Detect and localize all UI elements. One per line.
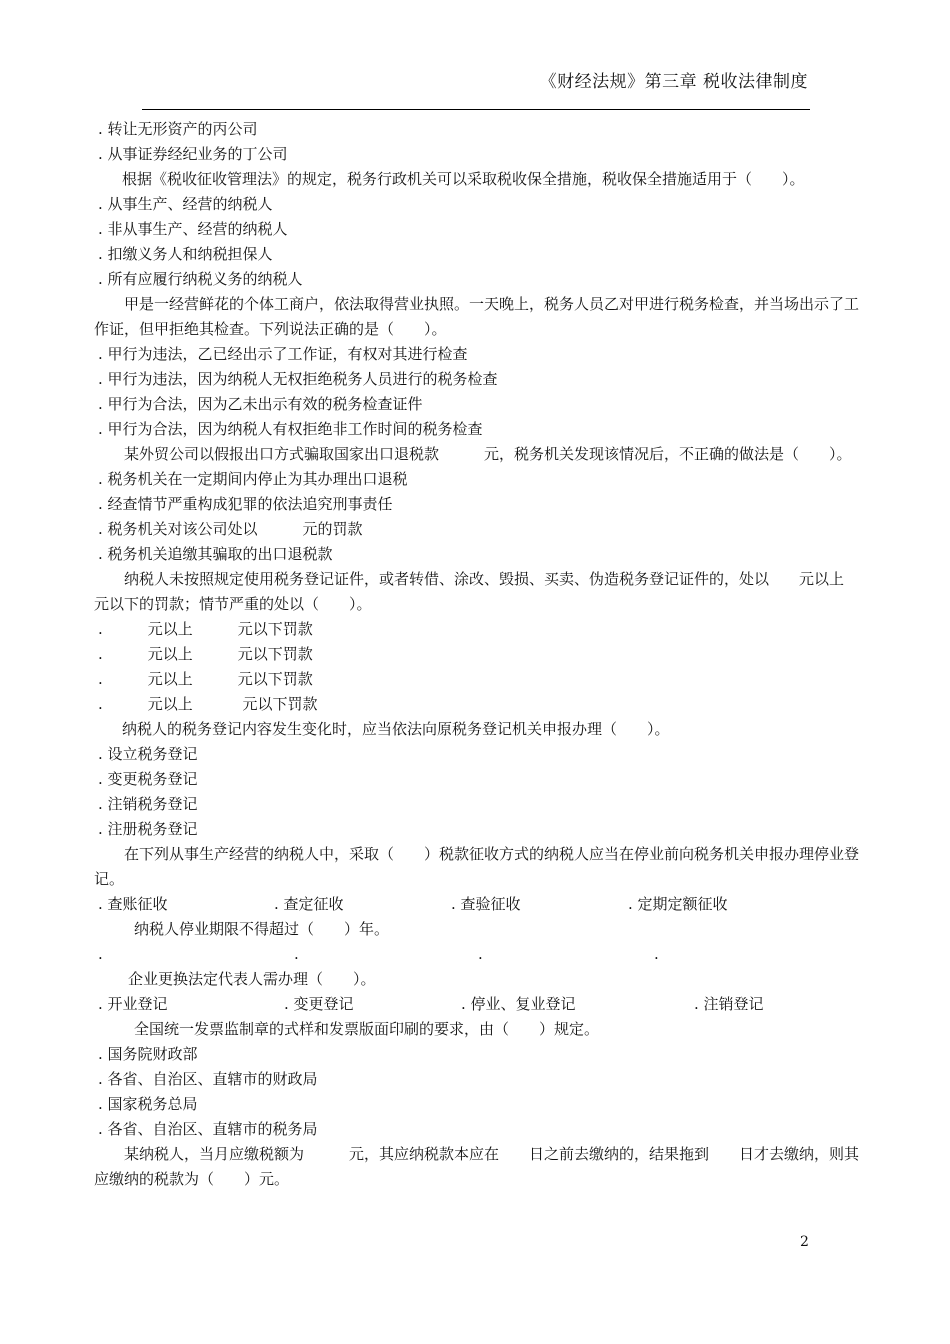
option-line: . 甲行为合法，因为乙未出示有效的税务检查证件: [98, 395, 423, 413]
option-item: .: [98, 945, 103, 963]
option-line: . 甲行为违法，因为纳税人无权拒绝税务人员进行的税务检查: [98, 370, 498, 388]
header-rule: [142, 109, 810, 110]
option-line: . 元以上 元以下罚款: [98, 620, 313, 638]
option-line: . 元以上 元以下罚款: [98, 645, 313, 663]
option-line: . 转让无形资产的丙公司: [98, 120, 258, 138]
option-line: . 设立税务登记: [98, 745, 198, 763]
document-body: [94, 117, 890, 1192]
option-item: . 查验征收: [451, 895, 521, 913]
option-line: . 扣缴义务人和纳税担保人: [98, 245, 273, 263]
option-line: . 国家税务总局: [98, 1095, 198, 1113]
question-line: 纳税人的税务登记内容发生变化时，应当依法向原税务登记机关申报办理（ ）。: [122, 720, 670, 738]
option-line: . 元以上 元以下罚款: [98, 695, 318, 713]
question-line: 某外贸公司以假报出口方式骗取国家出口退税款 元，税务机关发现该情况后，不正确的做法是（ ）。: [124, 445, 852, 463]
question-line: 企业更换法定代表人需办理（ ）。: [128, 970, 376, 988]
question-line: 甲是一经营鲜花的个体工商户，依法取得营业执照。一天晚上，税务人员乙对甲进行税务检查，并当场出示了工作证，但甲拒绝其检查。下列说法正确的是（ ）。: [94, 295, 860, 338]
option-line: . 税务机关对该公司处以 元的罚款: [98, 520, 363, 538]
option-line: . 国务院财政部: [98, 1045, 198, 1063]
option-item: .: [654, 945, 659, 963]
question-line: 纳税人停业期限不得超过（ ）年。: [134, 920, 390, 938]
inline-options-row: [94, 892, 860, 917]
question-line: 纳税人未按照规定使用税务登记证件，或者转借、涂改、毁损、买卖、伪造税务登记证件的，处以 元以上 元以下的罚款；情节严重的处以（ ）。: [94, 570, 890, 613]
question-line: 在下列从事生产经营的纳税人中，采取（ ）税款征收方式的纳税人应当在停业前向税务机关申报办理停业登记。: [94, 845, 860, 888]
option-item: . 注销登记: [694, 995, 764, 1013]
option-item: .: [478, 945, 483, 963]
running-header: 《财经法规》第三章 税收法律制度: [539, 72, 808, 92]
question-line: 根据《税收征收管理法》的规定，税务行政机关可以采取税收保全措施，税收保全措施适用于（ ）。: [122, 170, 805, 188]
option-line: . 注销税务登记: [98, 795, 198, 813]
option-line: . 税务机关在一定期间内停止为其办理出口退税: [98, 470, 408, 488]
option-line: . 税务机关追缴其骗取的出口退税款: [98, 545, 333, 563]
inline-options-row: [94, 992, 860, 1017]
question-line: 某纳税人，当月应缴税额为 元，其应纳税款本应在 日之前去缴纳的，结果拖到 日才去缴纳，则其应缴纳的税款为（ ）元。: [94, 1145, 860, 1188]
page-number: 2: [800, 1234, 809, 1250]
option-item: . 开业登记: [98, 995, 168, 1013]
option-line: . 甲行为合法，因为纳税人有权拒绝非工作时间的税务检查: [98, 420, 483, 438]
option-item: .: [294, 945, 299, 963]
option-item: . 停业、复业登记: [461, 995, 576, 1013]
option-line: . 变更税务登记: [98, 770, 198, 788]
option-item: . 变更登记: [284, 995, 354, 1013]
option-line: . 元以上 元以下罚款: [98, 670, 313, 688]
option-line: . 非从事生产、经营的纳税人: [98, 220, 288, 238]
option-line: . 从事生产、经营的纳税人: [98, 195, 273, 213]
option-line: . 从事证券经纪业务的丁公司: [98, 145, 288, 163]
option-line: . 甲行为违法，乙已经出示了工作证，有权对其进行检查: [98, 345, 468, 363]
option-line: . 所有应履行纳税义务的纳税人: [98, 270, 303, 288]
question-line: 全国统一发票监制章的式样和发票版面印刷的要求，由（ ）规定。: [134, 1020, 600, 1038]
option-line: . 各省、自治区、直辖市的财政局: [98, 1070, 318, 1088]
option-line: . 各省、自治区、直辖市的税务局: [98, 1120, 318, 1138]
option-item: . 查定征收: [274, 895, 344, 913]
option-line: . 经查情节严重构成犯罪的依法追究刑事责任: [98, 495, 393, 513]
inline-options-row: [94, 942, 860, 967]
option-item: . 定期定额征收: [628, 895, 728, 913]
option-line: . 注册税务登记: [98, 820, 198, 838]
option-item: . 查账征收: [98, 895, 168, 913]
